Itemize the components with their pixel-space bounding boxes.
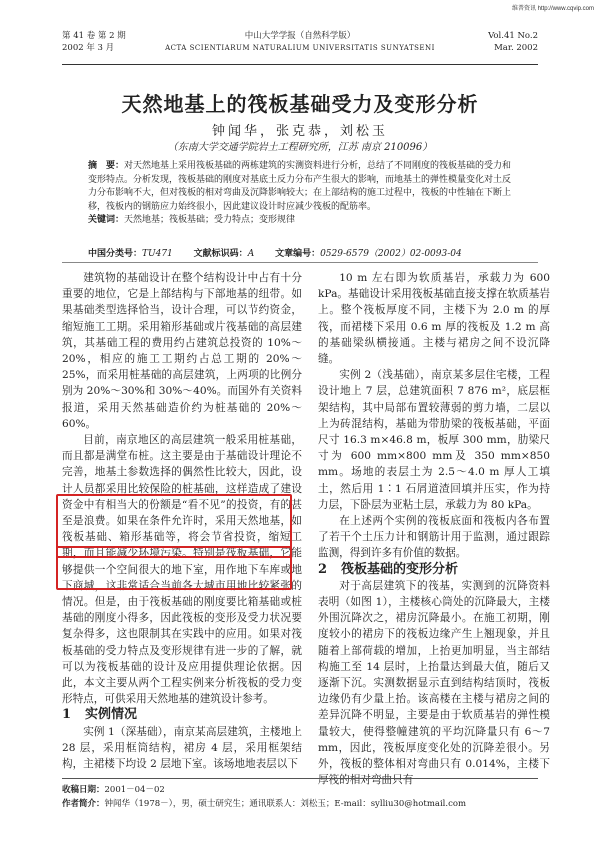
paragraph: 实例 1（深基础），南京某高层建筑，主楼地上 28 层，采用框筒结构，裙房 4 层，采用框架结构，主裙楼下均设 2 层地下室。该场地地表层以下 [62, 725, 302, 771]
journal-header [62, 30, 538, 65]
section-title: 实例情况 [85, 707, 138, 723]
divider [62, 262, 538, 263]
received-date: 2001－04－02 [104, 785, 165, 795]
keywords-label: 关键词： [88, 215, 125, 225]
paragraph: 10 m 左右即为软质基岩，承载力为 600 kPa。基础设计采用筏板基础直接支撑在软质基岩上。整个筏板厚度不同，主楼下为 2.0 m 的厚筏，而裙楼下采用 0.6 m 厚的筏板及 1.2 m 高的基础梁纵横接通。主楼与裙房之间不设沉降缝。 [318, 272, 550, 366]
paragraph: 实例 2（浅基础），南京某多层住宅楼，工程设计地上 7 层，总建筑面积 7 876 m²，底层框架结构，其中局部布置较薄弱的剪力墙，二层以上为砖混结构，基础为带肋梁的筏板基础，平面尺寸 16.3 m×46.8 m，板厚 300 mm，肋梁尺寸为 600 mm×800 mm及 350 mm×850 mm。场地的表层土为 2.5～4.0 m 厚人工填土，然后用 1∶1 石屑道渣回填并压实，作为持力层，下卧层为亚粘土层，承载力为 80 kPa。 [318, 369, 550, 511]
paragraph: 建筑物的基础设计在整个结构设计中占有十分重要的地位，它是上部结构与下部地基的纽带。如果基础类型选择恰当，设计合理，可以节约资金，缩短施工工期。采用箱形基础或片筏基础的高层建筑，其基础工程的费用约占建筑总投资的 10%～20%，相应的施工工期约占总工期的 20%～25%，而采用桩基础的高层建筑，上两项的比例分别为 20%～30%和 30%～40%。而国外有关资料报道，采用天然基础造价约为桩基础的 20%～60%。 [62, 272, 302, 430]
paragraph: 对于高层建筑下的筏基，实测到的沉降资料表明（如图 1），主楼核心筒处的沉降最大，主楼外围沉降次之，裙房沉降最小。在施工初期，刚度较小的裙房下的筏板边缘产生上翘现象，并且随着上部荷载的增加，上抬更加明显，当主部结构施工至 14 层时，上抬量达到最大值，随后又逐渐下沉。实测数据显示直到结构结顶时，筏板边缘仍有少量上抬。该高楼在主楼与裙房之间的差异沉降不明显，主要是由于软质基岩的弹性模量较大，使得整幢建筑的平均沉降量只有 6～7 mm，因此，筏板厚度变化处的沉降差很小。另外，筏板的整体相对弯曲只有 0.014%，主楼下厚筏的相对弯曲只有 [318, 579, 550, 787]
authors: 钟闻华，张克恭，刘松玉 [211, 124, 388, 139]
doc-label: 文献标识码： [193, 249, 248, 259]
art-value: 0529-6579（2002）02-0093-04 [320, 249, 462, 259]
right-column [318, 270, 550, 789]
section-heading-2 [318, 562, 550, 578]
section-heading-1 [62, 707, 302, 723]
affiliation: （东南大学交通学院岩土工程研究所，江苏 南京 210096） [167, 142, 433, 153]
classification-meta [88, 246, 480, 259]
date-en: Mar. 2002 [494, 43, 538, 53]
abstract-text: 对天然地基上采用筏板基础的两栋建筑的实测资料进行分析，总结了不同刚度的筏板基础的受力和变形特点。分析发现，筏板基础的刚度对基底土反力分布产生很大的影响，而地基土的弹性模量变化对土反力分布影响不大，但对筏板的相对弯曲及沉降影响较大；在上部结构的施工过程中，筏板的中性轴在下断上移，筏板内的钢筋应力始终很小，因此建议设计时应减少筏板的配筋率。 [88, 161, 512, 212]
header-right [488, 30, 538, 54]
vol-issue-cn: 第 41 卷 第 2 期 [62, 31, 126, 41]
journal-name-en: ACTA SCIENTIARUM NATURALIUM UNIVERSITATIS SUNYATSENI [165, 44, 435, 52]
author-info: 钟闻华（1978－），男，硕士研究生；通讯联系人：刘松玉；E-mail：sylliu30@hotmail.com [104, 799, 467, 809]
section-title: 筏板基础的变形分析 [341, 561, 459, 577]
art-label: 文章编号： [275, 249, 321, 259]
footnote [62, 778, 538, 811]
paragraph: 在上述两个实例的筏板底面和筏板内各布置了若干个土压力计和钢筋计用于监测，通过跟踪监测，得到许多有价值的数据。 [318, 515, 550, 560]
keywords-text: 天然地基；筏板基础；受力特点；变形规律 [124, 215, 296, 225]
vol-issue-en: Vol.41 No.2 [488, 31, 538, 41]
clc-label: 中国分类号： [88, 249, 143, 259]
abstract [88, 160, 512, 228]
section-number: 1 [62, 707, 72, 723]
paragraph: 目前，南京地区的高层建筑一般采用桩基础，而且都是满堂布桩。这主要是由于基础设计理论不完善，地基土参数选择的偶然性比较大，因此，设计人员都采用比较保险的桩基础，这样造成了建设资金中有相当大的份额是“看不见”的投资，有的甚至是浪费。如果在条件允许时，采用天然地基，如筏板基础、箱形基础等，将会节省投资，缩短工期，而且能减少环境污染。特别是筏板基础，它能够提供一个空间很大的地下室，用作地下车库或地下商城，这非常适合当前各大城市用地比较紧张的情况。但是，由于筏板基础的刚度要比箱基础或桩基础的刚度小得多，因此筏板的变形及受力状况要复杂得多，这也限制其在实践中的应用。如果对筏板基础的受力特点及变形规律有进一步的了解，就可以为筏板基础的设计及应用提供理论依据。因此，本文主要从两个工程实例来分析筏板的受力变形特点，可供采用天然地基的建筑设计参考。 [62, 434, 302, 706]
abstract-label: 摘 要： [88, 161, 125, 171]
clc-value: TU471 [142, 249, 173, 259]
received-label: 收稿日期： [62, 785, 105, 795]
date-cn: 2002 年 3 月 [62, 43, 115, 53]
left-column [62, 270, 302, 772]
doc-value: A [247, 249, 255, 259]
paper-title: 天然地基上的筏板基础受力及变形分析 [121, 92, 479, 116]
author-info-label: 作者简介： [62, 799, 105, 809]
journal-name-cn: 中山大学学报（自然科学版） [244, 31, 356, 41]
header-center [62, 30, 538, 54]
section-number: 2 [318, 561, 328, 577]
watermark: 维普资讯 http://www.cqvip.com [511, 6, 594, 12]
